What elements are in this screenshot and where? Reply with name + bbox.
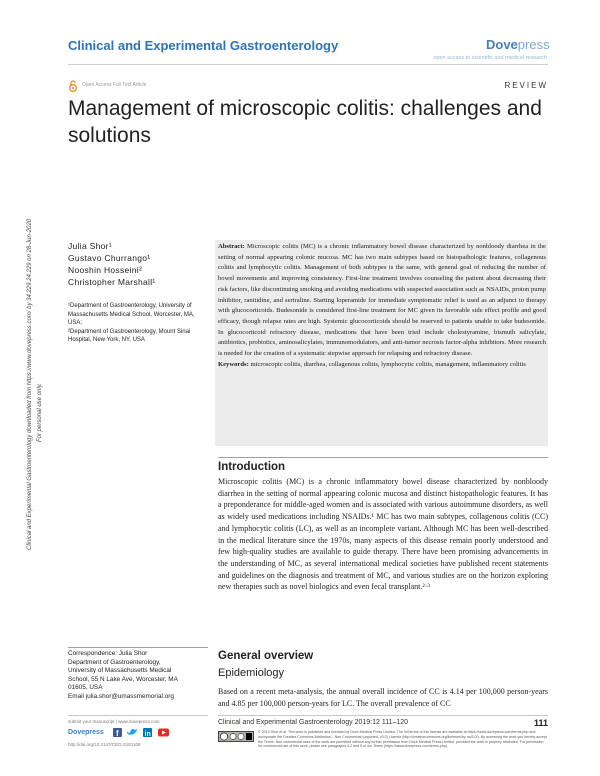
affiliation-2: ²Department of Gastroenterology, Mount Sinai Hospital, New York, NY, USA (68, 328, 191, 343)
publisher-logo[interactable] (486, 37, 550, 52)
creative-commons-icon[interactable] (218, 731, 254, 742)
correspondence-line: 01605, USA (68, 684, 103, 692)
twitter-icon[interactable] (127, 729, 137, 735)
epidemiology-text: Based on a recent meta-analysis, the annual overall incidence of CC is 4.14 per 100,000 person-years and 4.85 per 100,000 person-years for LC. The overall prevalence of CC (218, 687, 548, 708)
license-text: © 2019 Shor et al. This work is published and licensed by Dove Medical Press Limited. The full terms of this license are available at https://www.dovepress.com/terms.php and incorporate the Creative Commons Attribution – Non Commercial (unported, v3.0) License (http://creativecommons.org/licenses/by-nc/3.0/). By accessing the work you hereby accept the Terms. Non-commercial uses of the work are permitted without any further permission from Dove Medical Press Limited, provided the work is properly attributed. For permission for commercial use of this work, please see paragraphs 4.2 and 5 of our Terms (https://www.dovepress.com/terms.php). (258, 730, 547, 749)
correspondence-divider (68, 647, 208, 648)
author-name: Gustavo Churrango¹ (68, 253, 151, 263)
open-access-label: Open Access Full Text Article (82, 82, 147, 88)
open-access-icon (68, 80, 78, 92)
svg-text:in: in (144, 731, 151, 738)
epidemiology-heading: Epidemiology (218, 667, 285, 679)
page-number: 111 (533, 718, 548, 728)
article-title: Management of microscopic colitis: challenges and solutions (68, 97, 542, 147)
correspondence-line: School, 55 N Lake Ave, Worcester, MA (68, 675, 178, 683)
footer-dove-logo[interactable]: Dovepress (68, 729, 104, 736)
download-side-note (22, 120, 48, 550)
correspondence-line: Department of Gastroenterology, (68, 658, 161, 666)
facebook-icon[interactable] (113, 728, 122, 738)
author-name: Julia Shor¹ (68, 241, 112, 251)
publisher-tagline: open access to scientific and medical research (433, 55, 547, 61)
footer-divider-left (68, 715, 208, 716)
doi-link[interactable]: http://doi.org/10.2147/CEG.S181108 (68, 742, 141, 747)
correspondence-line: University of Massachusetts Medical (68, 667, 172, 675)
abstract (218, 242, 546, 370)
keywords-label: Keywords: (218, 360, 249, 368)
article-type: REVIEW (504, 81, 548, 90)
section-divider (218, 457, 548, 458)
abstract-body: Microscopic colitis (MC) is a chronic inflammatory bowel disease characterized by nonbloody diarrhea in the setting of normal appearing colonic mucosa. MC has two main subtypes based on histopathologic features, collagenous colitis and lymphocytic colitis. Management of both subtypes is the same, with general goal of reducing the number of bowel movements and improving consistency. First-line treatment involves counseling the patient about decreasing their risk factors, like discontinuing smoking and avoiding medications with suspected association such as NSAIDs, proton pump inhibitor, ranitidine, and sertraline. Starting loperamide for immediate symptomatic relief is used as an adjunct to therapy with glucocorticoids. Budesonide is considered first-line treatment for MC given its favorable side effect profile and good efficacy, though relapse rates are high. Systemic glucocorticoids should be reserved to patients unable to take budesonide. In glucocorticoid refractory disease, medications that have been tried include cholestyramine, bismuth salicylate, antibiotics, probiotics, aminosalicylates, immunomodulators, and anti-tumor necrosis factor-alpha inhibitors. More research is needed for the creation of a systematic stepwise approach for relapsing and refractory disease. (218, 243, 546, 358)
social-icons (113, 728, 173, 738)
affiliations (68, 302, 208, 345)
header-divider (68, 64, 548, 65)
introduction-text: Microscopic colitis (MC) is a chronic inflammatory bowel disease characterized by nonbloody diarrhea in the setting of normal appearing colonic mucosa and distinct histopathologic features. It has a preponderance for middle-aged women and is associated with various autoimmune disorders, as well as widely used medications including NSAIDs.¹ MC has two main subtypes, collagenous colitis (CC) and lymphocytic colitis (LC), as well as an incomplete variant. Although MC has been well-described in the medical literature since the 1970s, many aspects of this disease remain poorly understood and few high-quality studies are available to guide therapy. There have been promising advancements in the understanding of MC, as several international medical societies have published recent statements and guidelines on the diagnosis and treatment of MC, and various studies are on the horizon exploring new therapies such as novel biologics and even fecal transplant.²·³ (218, 477, 548, 592)
author-name: Nooshin Hosseini² (68, 265, 143, 275)
author-list (68, 240, 208, 288)
linkedin-icon[interactable] (143, 728, 152, 738)
submit-link[interactable]: submit your manuscript | www.dovepress.com (68, 719, 160, 724)
side-note-line-1: Clinical and Experimental Gastroenterology downloaded from https://www.dovepress.com/ by 34.229.24.229 on 28-Jun-2020 (27, 218, 33, 550)
footer-citation: Clinical and Experimental Gastroenterology 2019:12 111–120 (218, 719, 409, 726)
author-name: Christopher Marshall¹ (68, 277, 156, 287)
correspondence (68, 650, 208, 702)
correspondence-line: Correspondence: Julia Shor (68, 650, 148, 657)
introduction-heading: Introduction (218, 461, 286, 473)
correspondence-email[interactable]: Email julia.shor@umassmemorial.org (68, 692, 174, 700)
youtube-icon[interactable] (158, 729, 169, 737)
keywords-text: microscopic colitis, diarrhea, collagenous colitis, lymphocytic colitis, management, inflammatory colitis (250, 360, 526, 368)
abstract-label: Abstract: (218, 243, 245, 250)
side-note-line-2: For personal use only. (37, 383, 43, 442)
footer-divider-right (218, 715, 548, 716)
journal-title: Clinical and Experimental Gastroenterology (68, 38, 339, 53)
publisher-logo-strong: Dove (486, 37, 518, 52)
affiliation-1: ¹Department of Gastroenterology, University of Massachusetts Medical School, Worcester, MA, USA; (68, 303, 195, 326)
general-overview-heading: General overview (218, 650, 314, 662)
publisher-logo-light: press (517, 37, 550, 52)
svg-text:f: f (116, 729, 119, 738)
